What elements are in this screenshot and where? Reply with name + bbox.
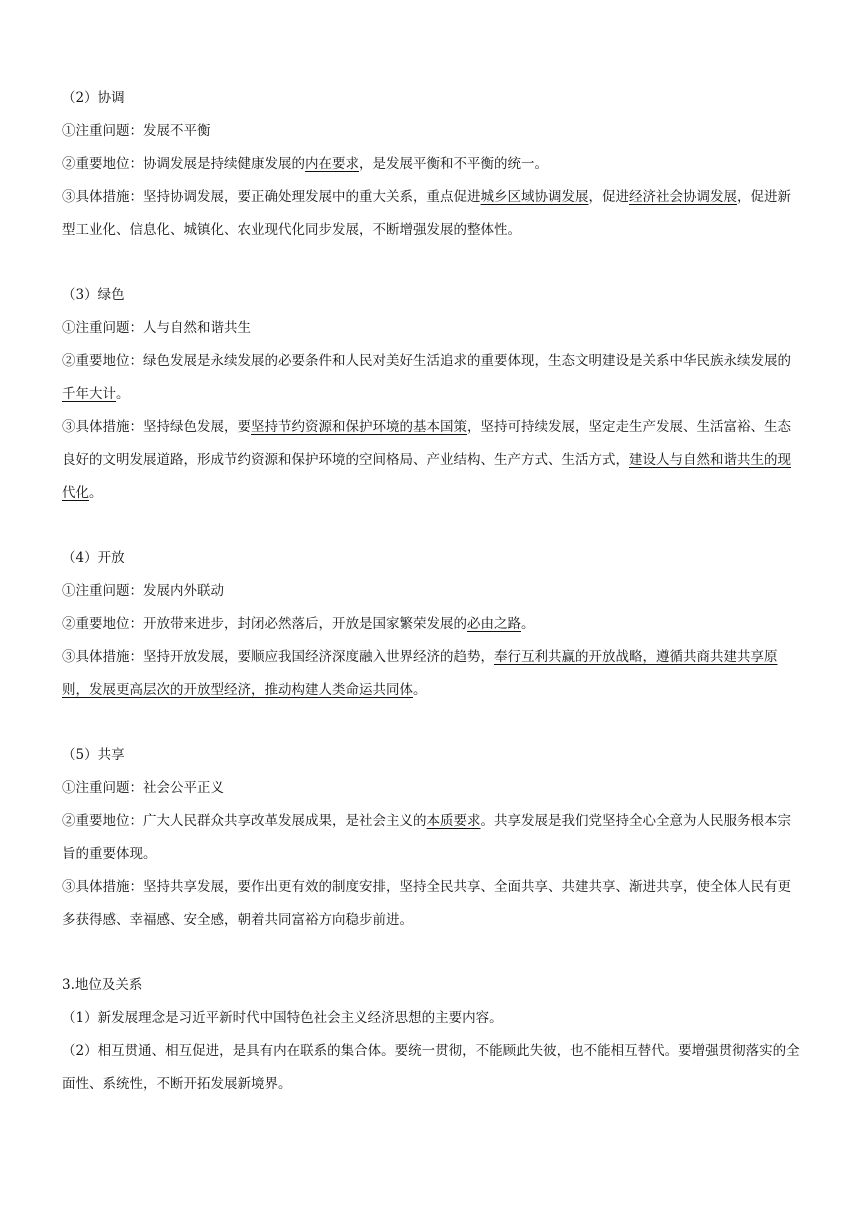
paragraph-measures: ③具体措施：坚持开放发展，要顺应我国经济深度融入世界经济的趋势，奉行互利共赢的开放战略，遵循共商共建共享原则，发展更高层次的开放型经济，推动构建人类命运共同体。 bbox=[62, 649, 778, 698]
section-heading: （3）绿色 bbox=[62, 287, 125, 303]
key-term: 建设人与自然和谐共生的现代化 bbox=[62, 452, 791, 501]
paragraph-status: ②重要地位：协调发展是持续健康发展的内在要求，是发展平衡和不平衡的统一。 bbox=[62, 156, 548, 172]
document-page bbox=[62, 82, 800, 1101]
key-term: 千年大计 bbox=[62, 386, 116, 402]
key-term: 坚持节约资源和保护环境的基本国策 bbox=[251, 419, 467, 435]
key-term: 经济社会协调发展 bbox=[629, 189, 737, 205]
section-sharing bbox=[62, 739, 800, 937]
paragraph-measures: ③具体措施：坚持协调发展，要正确处理发展中的重大关系，重点促进城乡区域协调发展，促进经济社会协调发展，促进新型工业化、信息化、城镇化、农业现代化同步发展，不断增强发展的整体性。 bbox=[62, 189, 791, 238]
key-term: 本质要求 bbox=[426, 813, 481, 829]
paragraph-focus: ①注重问题：社会公平正义 bbox=[62, 780, 224, 796]
key-term: 内在要求 bbox=[305, 156, 359, 172]
paragraph-focus: ①注重问题：发展内外联动 bbox=[62, 583, 224, 599]
section-heading: （2）协调 bbox=[62, 90, 125, 106]
section-coordination bbox=[62, 82, 800, 247]
paragraph-focus: ①注重问题：人与自然和谐共生 bbox=[62, 320, 251, 336]
paragraph-measures: ③具体措施：坚持共享发展，要作出更有效的制度安排，坚持全民共享、全面共享、共建共享、渐进共享，使全体人民有更多获得感、幸福感、安全感，朝着共同富裕方向稳步前进。 bbox=[62, 879, 791, 928]
key-term: 必由之路 bbox=[467, 616, 521, 632]
section-heading: （4）开放 bbox=[62, 550, 125, 566]
paragraph-point-2: （2）相互贯通、相互促进，是具有内在联系的集合体。要统一贯彻，不能顾此失彼，也不能相互替代。要增强贯彻落实的全面性、系统性，不断开拓发展新境界。 bbox=[62, 1043, 800, 1092]
section-green bbox=[62, 279, 800, 510]
paragraph-measures: ③具体措施：坚持绿色发展，要坚持节约资源和保护环境的基本国策，坚持可持续发展，坚定走生产发展、生活富裕、生态良好的文明发展道路，形成节约资源和保护环境的空间格局、产业结构、生产方式、生活方式，建设人与自然和谐共生的现代化。 bbox=[62, 419, 791, 501]
paragraph-focus: ①注重问题：发展不平衡 bbox=[62, 123, 211, 139]
paragraph-status: ②重要地位：绿色发展是永续发展的必要条件和人民对美好生活追求的重要体现，生态文明建设是关系中华民族永续发展的千年大计。 bbox=[62, 353, 791, 402]
section-status-relationship bbox=[62, 969, 800, 1101]
key-term: 城乡区域协调发展 bbox=[480, 189, 589, 205]
paragraph-status: ②重要地位：开放带来进步，封闭必然落后，开放是国家繁荣发展的必由之路。 bbox=[62, 616, 535, 632]
paragraph-status: ②重要地位：广大人民群众共享改革发展成果，是社会主义的本质要求。共享发展是我们党坚持全心全意为人民服务根本宗旨的重要体现。 bbox=[62, 813, 791, 862]
section-heading: （5）共享 bbox=[62, 747, 125, 763]
section-openness bbox=[62, 542, 800, 707]
key-term: 奉行互利共赢的开放战略，遵循共商共建共享原则，发展更高层次的开放型经济，推动构建人类命运共同体 bbox=[62, 649, 778, 698]
section-heading: 3.地位及关系 bbox=[62, 977, 143, 993]
paragraph-point-1: （1）新发展理念是习近平新时代中国特色社会主义经济思想的主要内容。 bbox=[62, 1010, 503, 1026]
